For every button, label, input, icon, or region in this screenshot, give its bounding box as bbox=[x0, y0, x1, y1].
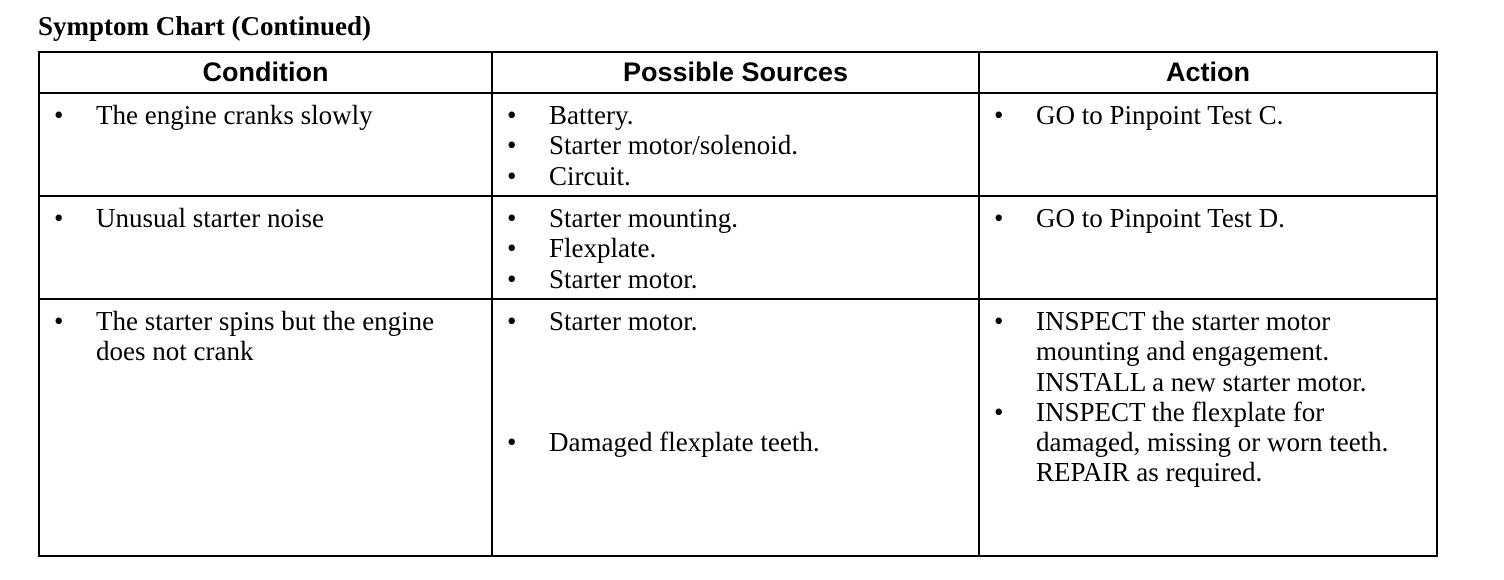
condition-cell bbox=[39, 93, 492, 196]
condition-text: The engine cranks slowly bbox=[96, 100, 373, 130]
list-item bbox=[40, 203, 491, 233]
list-item bbox=[40, 100, 491, 130]
bullet-marker: • bbox=[54, 203, 64, 233]
source-text: Flexplate. bbox=[549, 233, 657, 264]
bullet-marker: • bbox=[994, 396, 1004, 427]
bullet-marker: • bbox=[994, 100, 1004, 130]
list-item bbox=[40, 306, 491, 367]
condition-cell bbox=[39, 299, 492, 556]
sources-cell bbox=[492, 299, 979, 556]
table-header-row bbox=[39, 52, 1437, 93]
bullet-marker: • bbox=[994, 203, 1004, 233]
bullet-marker: • bbox=[54, 100, 64, 130]
header-condition: Condition bbox=[39, 52, 492, 93]
page-title: Symptom Chart (Continued) bbox=[38, 11, 372, 41]
condition-cell bbox=[39, 196, 492, 299]
bullet-marker: • bbox=[507, 130, 517, 161]
bullet-marker: • bbox=[507, 203, 517, 233]
table-row bbox=[39, 93, 1437, 196]
source-text: Circuit. bbox=[549, 160, 631, 191]
header-action: Action bbox=[979, 52, 1437, 93]
source-text: Starter motor. bbox=[549, 306, 698, 336]
table-row bbox=[39, 299, 1437, 556]
bullet-marker: • bbox=[54, 306, 64, 336]
header-possible-sources: Possible Sources bbox=[492, 52, 979, 93]
source-text: Starter mounting. bbox=[549, 203, 738, 233]
action-cell bbox=[979, 299, 1437, 556]
condition-text: The starter spins but the engine does not crank bbox=[96, 306, 435, 367]
sources-cell bbox=[492, 196, 979, 299]
source-text: Battery. bbox=[549, 100, 634, 130]
source-text: Damaged flexplate teeth. bbox=[549, 427, 820, 458]
list-item bbox=[493, 203, 978, 233]
action-cell bbox=[979, 93, 1437, 196]
list-item bbox=[493, 306, 978, 336]
list-item bbox=[493, 130, 978, 160]
list-item bbox=[493, 100, 978, 130]
list-item bbox=[980, 203, 1436, 233]
condition-text: Unusual starter noise bbox=[96, 203, 324, 233]
action-text: INSPECT the starter motor mounting and engagement. INSTALL a new starter motor. bbox=[1036, 306, 1367, 397]
source-text: Starter motor. bbox=[549, 263, 698, 294]
sources-cell bbox=[492, 93, 979, 196]
action-text: GO to Pinpoint Test C. bbox=[1036, 100, 1284, 130]
bullet-marker: • bbox=[507, 233, 517, 264]
bullet-marker: • bbox=[507, 306, 517, 336]
list-item bbox=[493, 161, 978, 191]
action-cell bbox=[979, 196, 1437, 299]
bullet-marker: • bbox=[994, 306, 1004, 336]
list-item bbox=[493, 264, 978, 294]
list-item bbox=[980, 397, 1436, 488]
bullet-marker: • bbox=[507, 100, 517, 130]
bullet-marker: • bbox=[507, 263, 517, 294]
bullet-marker: • bbox=[507, 160, 517, 191]
action-text: INSPECT the flexplate for damaged, missing or worn teeth. REPAIR as required. bbox=[1036, 396, 1389, 488]
source-text: Starter motor/solenoid. bbox=[549, 130, 798, 161]
action-text: GO to Pinpoint Test D. bbox=[1036, 203, 1285, 233]
list-item bbox=[493, 233, 978, 263]
symptom-chart-table bbox=[38, 51, 1438, 557]
table-row bbox=[39, 196, 1437, 299]
spacer bbox=[493, 336, 978, 427]
bullet-marker: • bbox=[507, 427, 517, 458]
list-item bbox=[980, 306, 1436, 397]
list-item bbox=[493, 427, 978, 457]
list-item bbox=[980, 100, 1436, 130]
